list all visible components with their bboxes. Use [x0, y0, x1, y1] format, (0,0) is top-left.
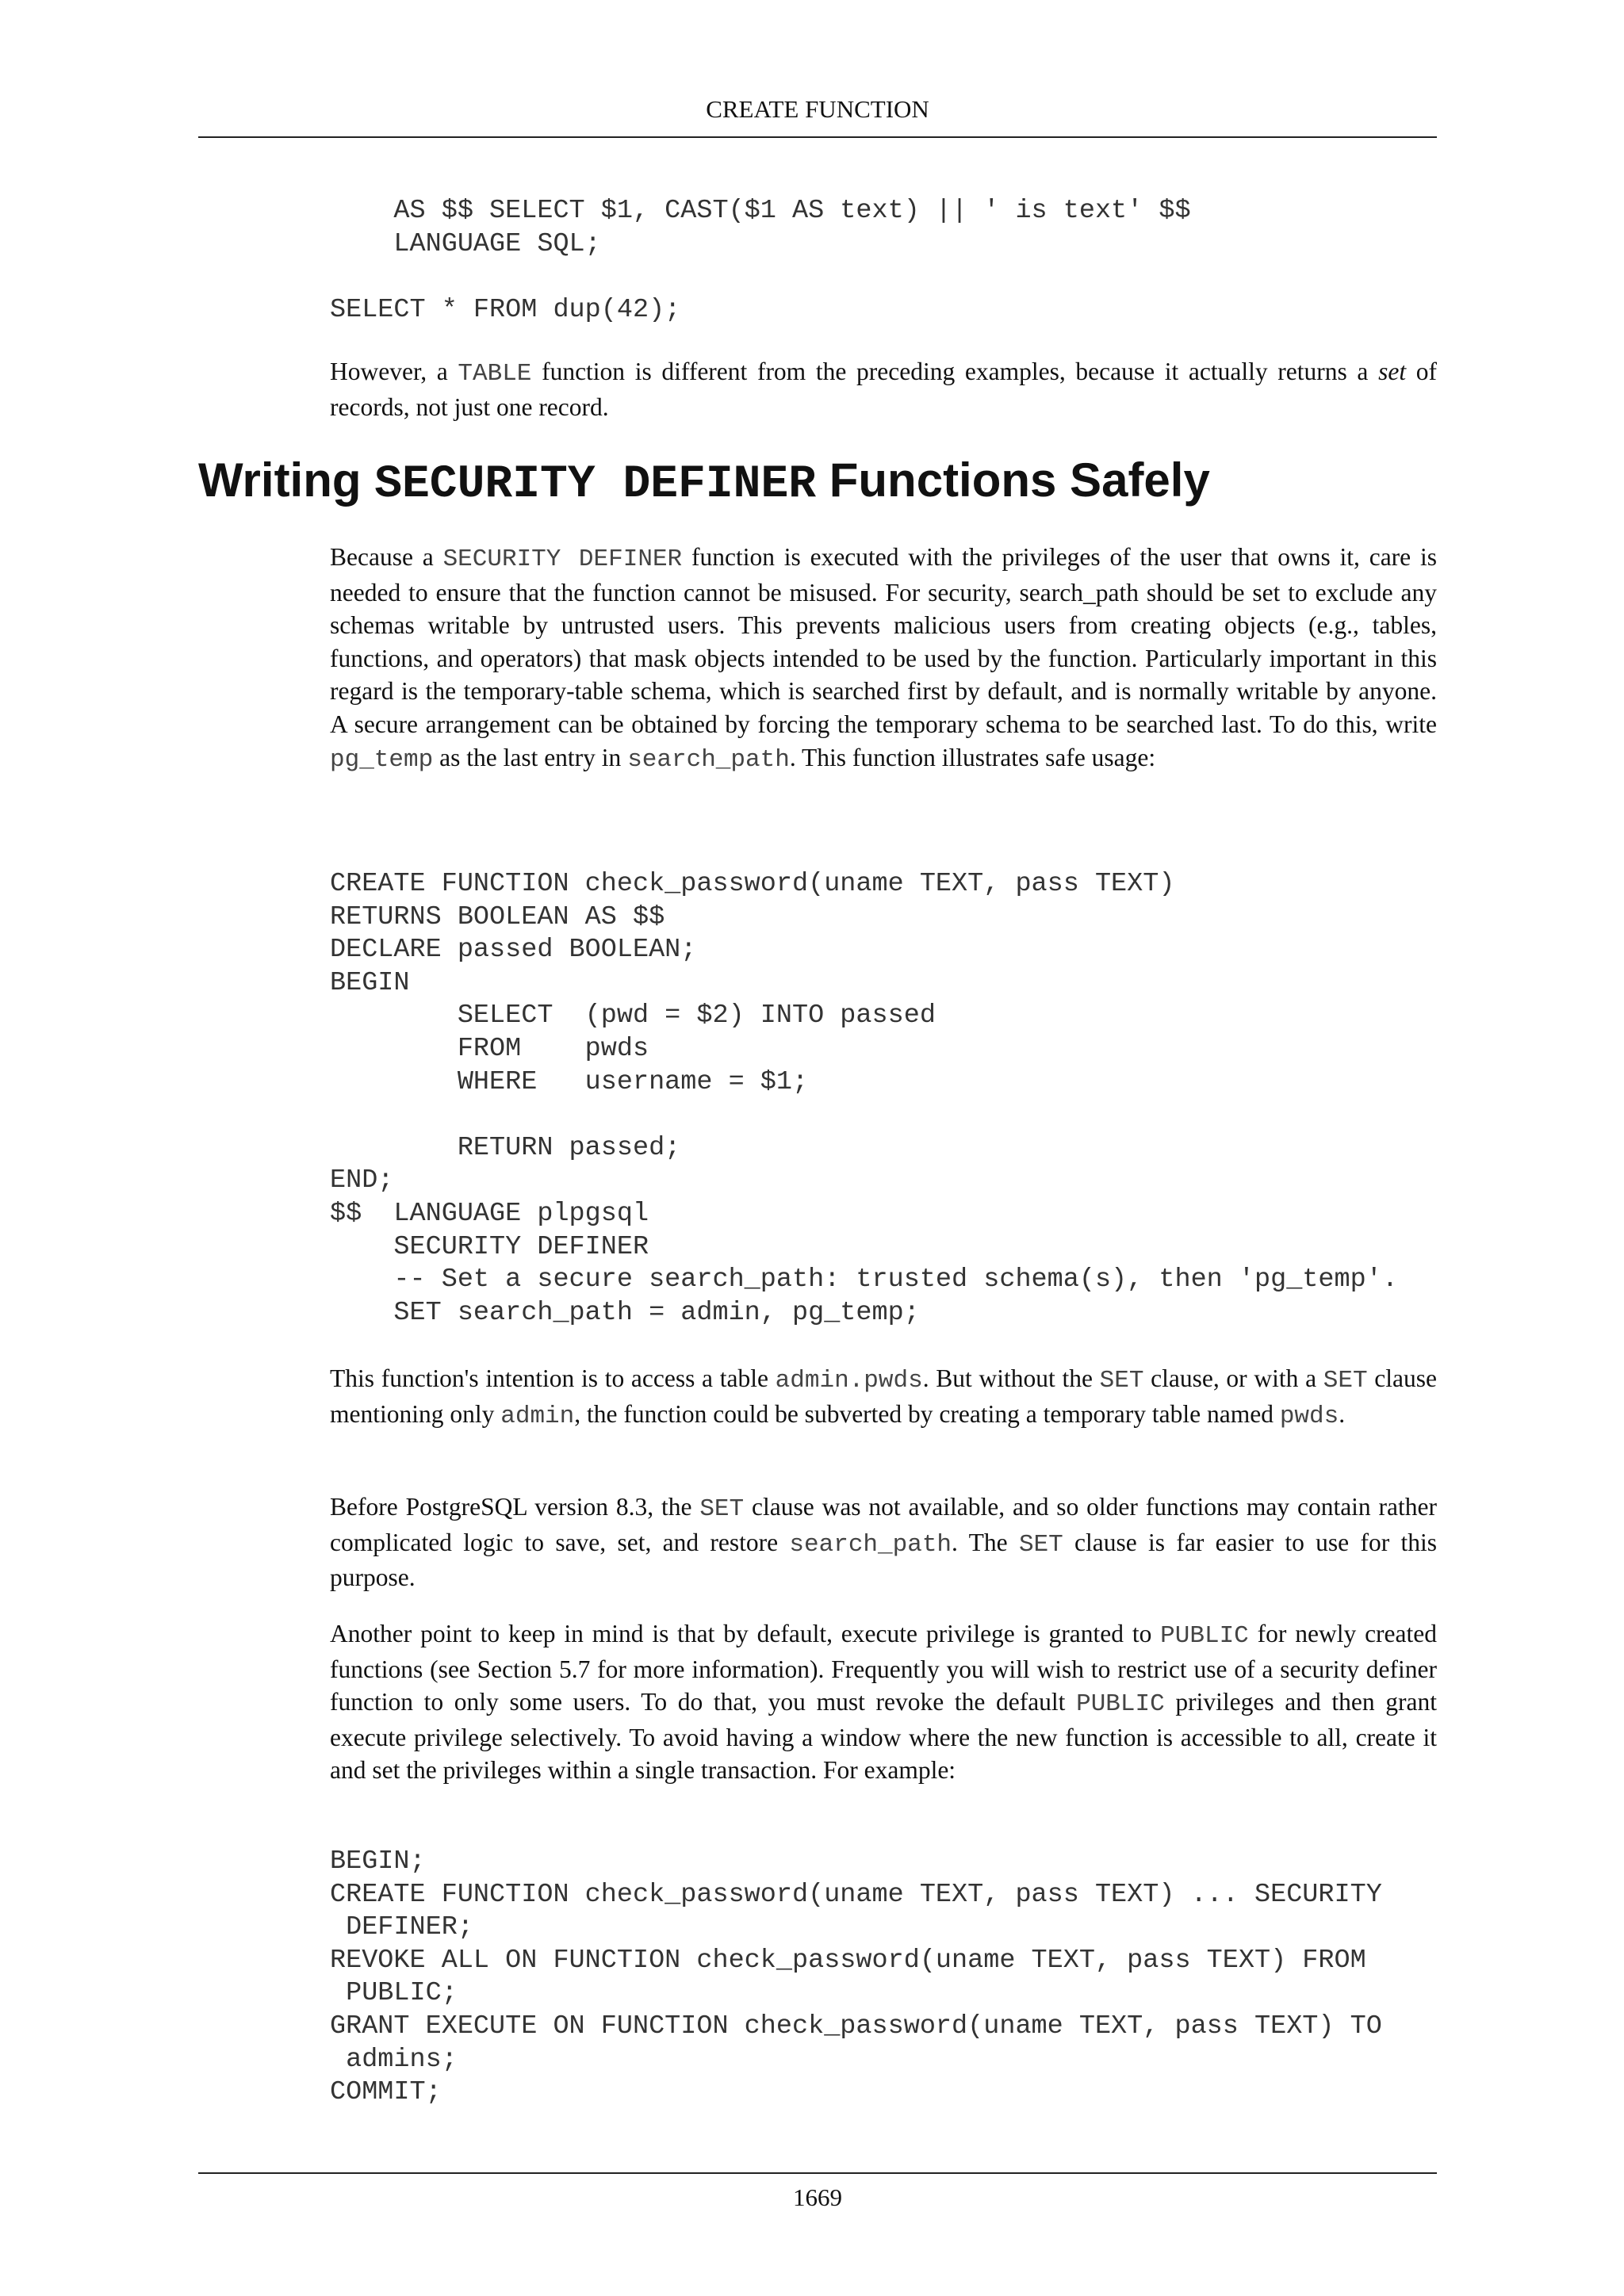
code-block-dup-example: AS $$ SELECT $1, CAST($1 AS text) || ' is text' $$ LANGUAGE SQL; SELECT * FROM dup(42);	[330, 196, 1191, 325]
paragraph-execute-privilege: Another point to keep in mind is that by default, execute privilege is granted to PUBLIC for newly created functions (see Section 5.7 for more information). Frequently you will wish to restrict use of a security definer function to only some users. To do that, you must revoke the default PUBLIC privileges and then grant execute privilege selectively. To avoid having a window where the new function is accessible to all, create it and set the privileges within a single transaction. For example:	[330, 1620, 1437, 1785]
paragraph-table-function: However, a TABLE function is different from the preceding examples, because it actually returns a set of records, not just one record.	[330, 358, 1437, 421]
paragraph-before-83: Before PostgreSQL version 8.3, the SET clause was not available, and so older functions may contain rather complicated logic to save, set, and restore search_path. The SET clause is far easier to use for this purpose.	[330, 1493, 1437, 1592]
section-title: Writing SECURITY DEFINER Functions Safely	[198, 453, 1210, 511]
code-block-transaction: BEGIN; CREATE FUNCTION check_password(uname TEXT, pass TEXT) ... SECURITY DEFINER; REVOKE ALL ON FUNCTION check_password(uname TEXT, pass TEXT) FROM PUBLIC; GRANT EXECUTE ON FUNCTION check_password(uname TEXT, pass TEXT) TO admins; COMMIT;	[330, 1846, 1382, 2108]
paragraph-security-definer: Because a SECURITY DEFINER function is executed with the privileges of the user that owns it, care is needed to ensure that the function cannot be misused. For security, search_path should be set to exclude any schemas writable by untrusted users. This prevents malicious users from creating objects (e.g., tables, functions, and operators) that mask objects intended to be used by the function. Particularly important in this regard is the temporary-table schema, which is searched first by default, and is normally writable by anyone. A secure arrangement can be obtained by forcing the temporary schema to be searched last. To do this, write pg_temp as the last entry in search_path. This function illustrates safe usage:	[330, 543, 1437, 774]
header-rule	[198, 136, 1437, 138]
page-number: 1669	[793, 2183, 842, 2211]
running-header: CREATE FUNCTION	[706, 95, 929, 123]
footer-rule	[198, 2172, 1437, 2174]
code-block-check-password: CREATE FUNCTION check_password(uname TEXT, pass TEXT) RETURNS BOOLEAN AS $$ DECLARE passed BOOLEAN; BEGIN SELECT (pwd = $2) INTO passed FROM pwds WHERE username = $1; RETURN passed; END; $$ LANGUAGE plpgsql SECURITY DEFINER -- Set a secure search_path: trusted schema(s), then 'pg_temp'. SET search_path = admin, pg_temp;	[330, 869, 1398, 1328]
paragraph-function-intention: This function's intention is to access a table admin.pwds. But without the SET clause, or with a SET clause mentioning only admin, the function could be subverted by creating a temporary table named pwds.	[330, 1364, 1437, 1430]
